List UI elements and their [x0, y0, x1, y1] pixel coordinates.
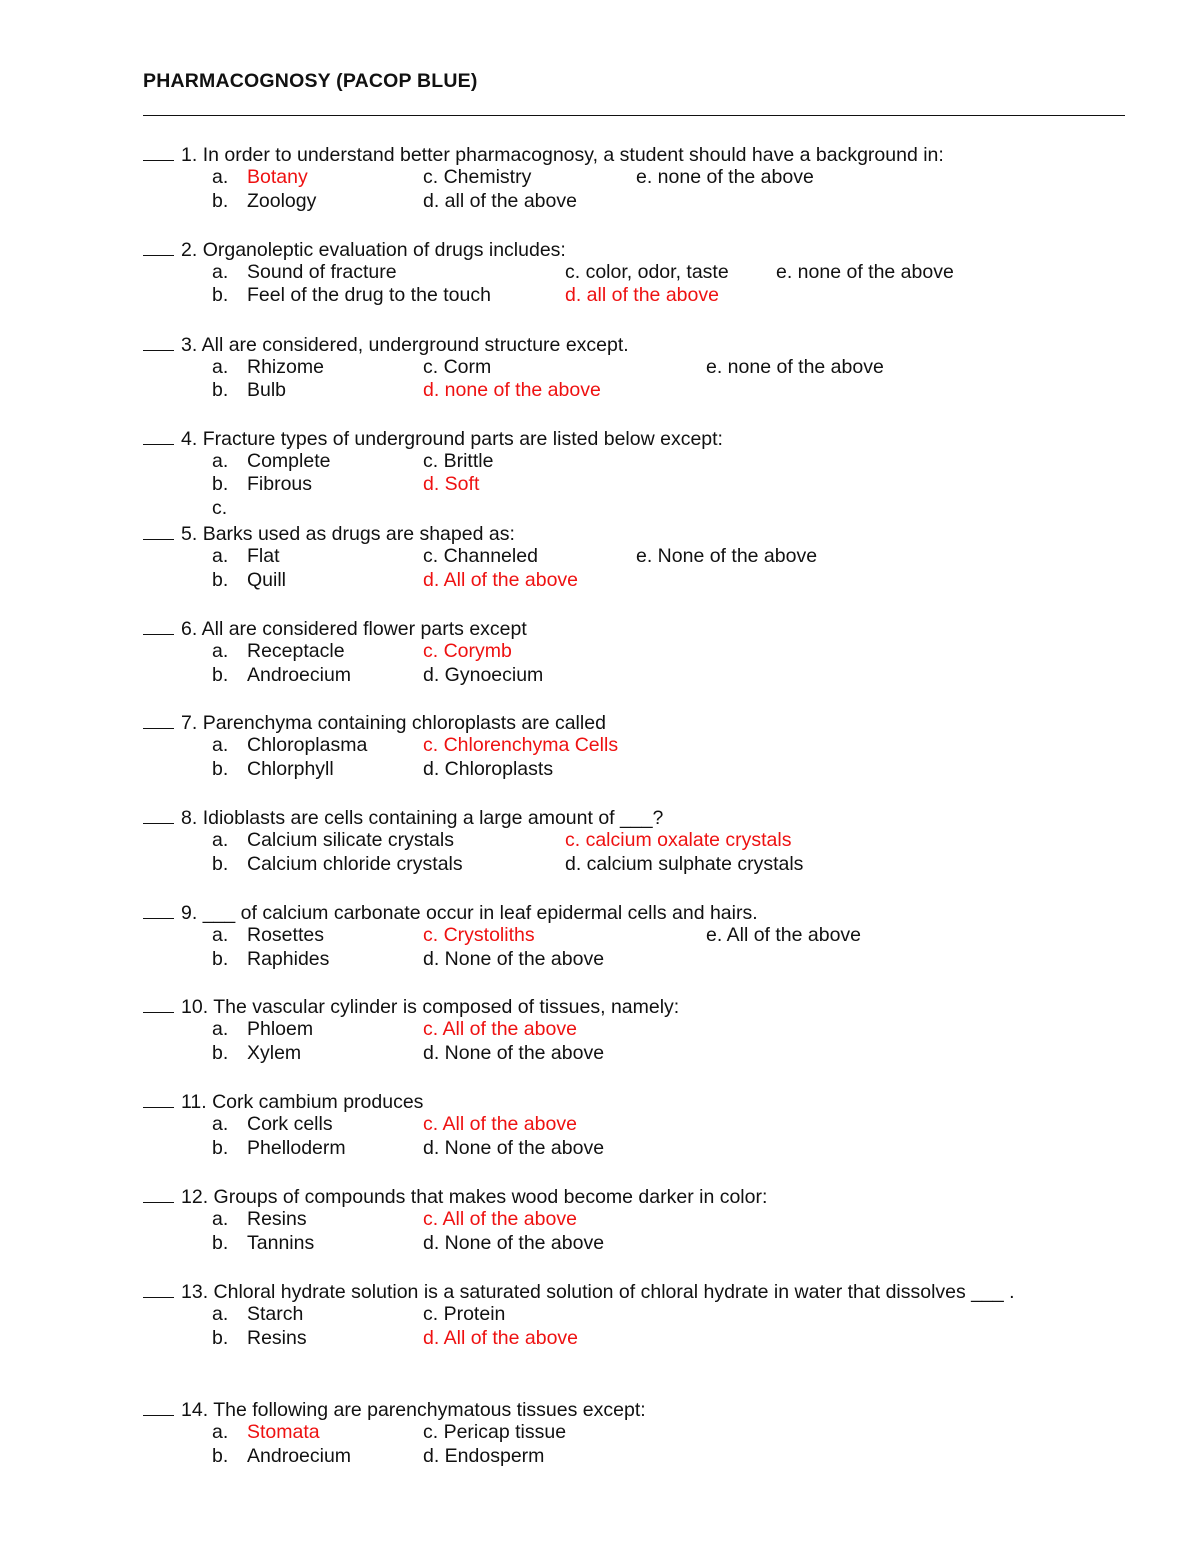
answer-blank[interactable] [143, 617, 174, 635]
option-letter: a. [212, 1303, 229, 1325]
option-letter: b. [212, 1137, 229, 1159]
option [636, 166, 814, 188]
option [212, 1208, 307, 1230]
option-letter: b. [212, 1042, 229, 1064]
option-text: Stomata [247, 1421, 320, 1443]
option [423, 1137, 604, 1159]
option-letter: c. color, odor, taste [565, 261, 729, 283]
option-text: Zoology [247, 190, 317, 212]
question-text: Cork cambium produces [212, 1091, 424, 1113]
option-letter: b. [212, 1445, 229, 1467]
option-text: Resins [247, 1208, 307, 1230]
option-letter: d. None of the above [423, 1042, 605, 1064]
question-number: 14. [181, 1399, 209, 1421]
question-text: Organoleptic evaluation of drugs includes: [202, 239, 566, 261]
option [776, 261, 954, 283]
question-number: 2. [181, 239, 198, 261]
document-title: PHARMACOGNOSY (PACOP BLUE) [143, 70, 478, 92]
option-letter: a. [212, 356, 229, 378]
option-text: Cork cells [247, 1113, 333, 1135]
option [212, 379, 286, 401]
option [423, 924, 535, 946]
answer-blank[interactable] [143, 238, 174, 256]
option-text: Flat [247, 545, 280, 567]
option [212, 356, 324, 378]
question-text: All are considered flower parts except [201, 618, 527, 640]
option-letter: b. [212, 758, 229, 780]
option [423, 948, 604, 970]
option-letter: c. All of the above [423, 1018, 577, 1040]
question-text: Groups of compounds that makes wood become darker in color: [213, 1186, 768, 1208]
option-text: Phloem [247, 1018, 314, 1040]
option [212, 261, 397, 283]
option-text: Xylem [247, 1042, 302, 1064]
option [423, 1208, 577, 1230]
option-letter: e. All of the above [706, 924, 862, 946]
option [423, 664, 543, 686]
option [212, 1232, 314, 1254]
option [212, 450, 330, 472]
option-letter: c. Brittle [423, 450, 494, 472]
option-text: Receptacle [247, 640, 345, 662]
option-letter: c. Chlorenchyma Cells [423, 734, 619, 756]
option [212, 1303, 303, 1325]
option [423, 734, 618, 756]
option-letter: d. calcium sulphate crystals [565, 853, 804, 875]
option-text: Androecium [247, 1445, 352, 1467]
option-text: Complete [247, 450, 331, 472]
option-letter: c. Chemistry [423, 166, 532, 188]
option-letter: a. [212, 166, 229, 188]
option-letter: d. None of the above [423, 1137, 605, 1159]
question-text: Idioblasts are cells containing a large amount of ___? [202, 807, 664, 829]
question-text: ___ of calcium carbonate occur in leaf epidermal cells and hairs. [202, 902, 758, 924]
option-letter: a. [212, 924, 229, 946]
option [212, 166, 308, 188]
answer-blank[interactable] [143, 995, 174, 1013]
question-13 [143, 1280, 1015, 1303]
question-8 [143, 806, 663, 829]
question-text: Fracture types of underground parts are listed below except: [202, 428, 723, 450]
option [212, 497, 227, 519]
answer-blank[interactable] [143, 1280, 174, 1298]
question-11 [143, 1090, 423, 1113]
question-text: In order to understand better pharmacognosy, a student should have a background in: [202, 144, 944, 166]
option [212, 829, 454, 851]
option-text: Rosettes [247, 924, 324, 946]
question-number: 5. [181, 523, 198, 545]
option-letter: c. [212, 497, 228, 519]
option-text: Quill [247, 569, 287, 591]
question-3 [143, 333, 629, 356]
question-14 [143, 1398, 646, 1421]
option [423, 640, 512, 662]
option-letter: c. Crystoliths [423, 924, 535, 946]
question-number: 11. [181, 1091, 207, 1113]
question-text: The vascular cylinder is composed of tissues, namely: [213, 996, 680, 1018]
question-number: 12. [181, 1186, 209, 1208]
question-9 [143, 901, 758, 924]
option-letter: a. [212, 734, 229, 756]
option [212, 734, 367, 756]
option [212, 924, 324, 946]
answer-blank[interactable] [143, 427, 174, 445]
option-letter: d. Endosperm [423, 1445, 545, 1467]
option-text: Starch [247, 1303, 304, 1325]
question-number: 4. [181, 428, 198, 450]
option-letter: d. Chloroplasts [423, 758, 554, 780]
option-letter: b. [212, 473, 229, 495]
question-10 [143, 995, 679, 1018]
option-letter: c. Pericap tissue [423, 1421, 567, 1443]
option-letter: c. All of the above [423, 1208, 577, 1230]
option-letter: d. None of the above [423, 948, 605, 970]
option-letter: d. Soft [423, 473, 480, 495]
question-4 [143, 427, 723, 450]
option [423, 1042, 604, 1064]
option-letter: b. [212, 190, 229, 212]
question-1 [143, 143, 944, 166]
option-letter: c. All of the above [423, 1113, 577, 1135]
answer-blank[interactable] [143, 522, 174, 540]
option-letter: b. [212, 664, 229, 686]
option-text: Sound of fracture [247, 261, 397, 283]
option-letter: d. all of the above [565, 284, 719, 306]
question-text: Parenchyma containing chloroplasts are called [202, 712, 606, 734]
option [423, 450, 493, 472]
answer-blank[interactable] [143, 1398, 174, 1416]
option [212, 1042, 301, 1064]
question-text: Barks used as drugs are shaped as: [202, 523, 515, 545]
option-text: Tannins [247, 1232, 315, 1254]
question-number: 8. [181, 807, 198, 829]
option-text: Fibrous [247, 473, 313, 495]
option [423, 356, 491, 378]
option [212, 664, 351, 686]
question-text: Chloral hydrate solution is a saturated solution of chloral hydrate in water that dissolves ___ . [213, 1281, 1015, 1303]
question-5 [143, 522, 515, 545]
option [212, 1421, 320, 1443]
option-letter: a. [212, 1018, 229, 1040]
option-letter: d. Gynoecium [423, 664, 544, 686]
option-letter: a. [212, 1208, 229, 1230]
question-text: All are considered, underground structure except. [201, 334, 629, 356]
option-letter: e. none of the above [636, 166, 814, 188]
option [212, 853, 463, 875]
option-letter: d. all of the above [423, 190, 577, 212]
option-letter: c. Channeled [423, 545, 538, 567]
option [423, 1327, 578, 1349]
option-letter: a. [212, 829, 229, 851]
question-number: 7. [181, 712, 198, 734]
option [212, 948, 329, 970]
option-text: Calcium chloride crystals [247, 853, 463, 875]
option-letter: a. [212, 1421, 229, 1443]
answer-blank[interactable] [143, 806, 174, 824]
option-text: Androecium [247, 664, 352, 686]
option-letter: a. [212, 261, 229, 283]
option [212, 284, 491, 306]
option [212, 1113, 333, 1135]
answer-blank[interactable] [143, 1185, 174, 1203]
option [423, 166, 531, 188]
option-text: Feel of the drug to the touch [247, 284, 491, 306]
option [423, 1113, 577, 1135]
answer-blank[interactable] [143, 1090, 174, 1108]
question-number: 13. [181, 1281, 209, 1303]
option [212, 1327, 307, 1349]
option-text: Rhizome [247, 356, 324, 378]
option [212, 758, 334, 780]
option [636, 545, 817, 567]
option [212, 1018, 313, 1040]
option-text: Resins [247, 1327, 307, 1349]
option [212, 545, 280, 567]
answer-blank[interactable] [143, 901, 174, 919]
option [423, 1018, 577, 1040]
option [423, 1232, 604, 1254]
option [423, 1421, 566, 1443]
option [423, 190, 577, 212]
answer-blank[interactable] [143, 711, 174, 729]
header-rule [143, 115, 1125, 116]
option [423, 473, 479, 495]
option-letter: e. none of the above [706, 356, 884, 378]
option-text: Phelloderm [247, 1137, 346, 1159]
question-2 [143, 238, 566, 261]
option [212, 1137, 346, 1159]
option-letter: b. [212, 1327, 229, 1349]
option [565, 829, 792, 851]
option-letter: c. calcium oxalate crystals [565, 829, 792, 851]
option-letter: d. All of the above [423, 1327, 579, 1349]
option [212, 1445, 351, 1467]
option [423, 1445, 544, 1467]
question-number: 9. [181, 902, 198, 924]
question-12 [143, 1185, 767, 1208]
option-text: Chloroplasma [247, 734, 368, 756]
option-letter: a. [212, 450, 229, 472]
question-7 [143, 711, 606, 734]
option-letter: a. [212, 1113, 229, 1135]
question-number: 6. [181, 618, 198, 640]
question-text: The following are parenchymatous tissues except: [213, 1399, 646, 1421]
option [706, 356, 884, 378]
option-text: Botany [247, 166, 308, 188]
answer-blank[interactable] [143, 143, 174, 161]
option-text: Bulb [247, 379, 287, 401]
option-letter: e. none of the above [776, 261, 954, 283]
option-text: Chlorphyll [247, 758, 334, 780]
option-letter: c. Corm [423, 356, 492, 378]
question-number: 1. [181, 144, 198, 166]
answer-blank[interactable] [143, 333, 174, 351]
option-letter: a. [212, 640, 229, 662]
option-letter: d. All of the above [423, 569, 579, 591]
option-letter: c. Protein [423, 1303, 506, 1325]
option [423, 569, 578, 591]
option-letter: a. [212, 545, 229, 567]
option-text: Calcium silicate crystals [247, 829, 454, 851]
option [212, 473, 312, 495]
option [565, 284, 719, 306]
option-letter: c. Corymb [423, 640, 512, 662]
option-letter: e. None of the above [636, 545, 818, 567]
option-letter: b. [212, 853, 229, 875]
option [423, 758, 553, 780]
option-letter: b. [212, 948, 229, 970]
option [423, 545, 538, 567]
option [423, 1303, 505, 1325]
option-letter: d. none of the above [423, 379, 601, 401]
option-text: Raphides [247, 948, 330, 970]
question-number: 10. [181, 996, 209, 1018]
option [706, 924, 861, 946]
option-letter: b. [212, 284, 229, 306]
option [565, 853, 803, 875]
option [423, 379, 601, 401]
option-letter: b. [212, 1232, 229, 1254]
option [565, 261, 729, 283]
option-letter: b. [212, 379, 229, 401]
option [212, 569, 286, 591]
option [212, 190, 316, 212]
option-letter: d. None of the above [423, 1232, 605, 1254]
option-letter: b. [212, 569, 229, 591]
question-6 [143, 617, 527, 640]
option [212, 640, 345, 662]
question-number: 3. [181, 334, 198, 356]
